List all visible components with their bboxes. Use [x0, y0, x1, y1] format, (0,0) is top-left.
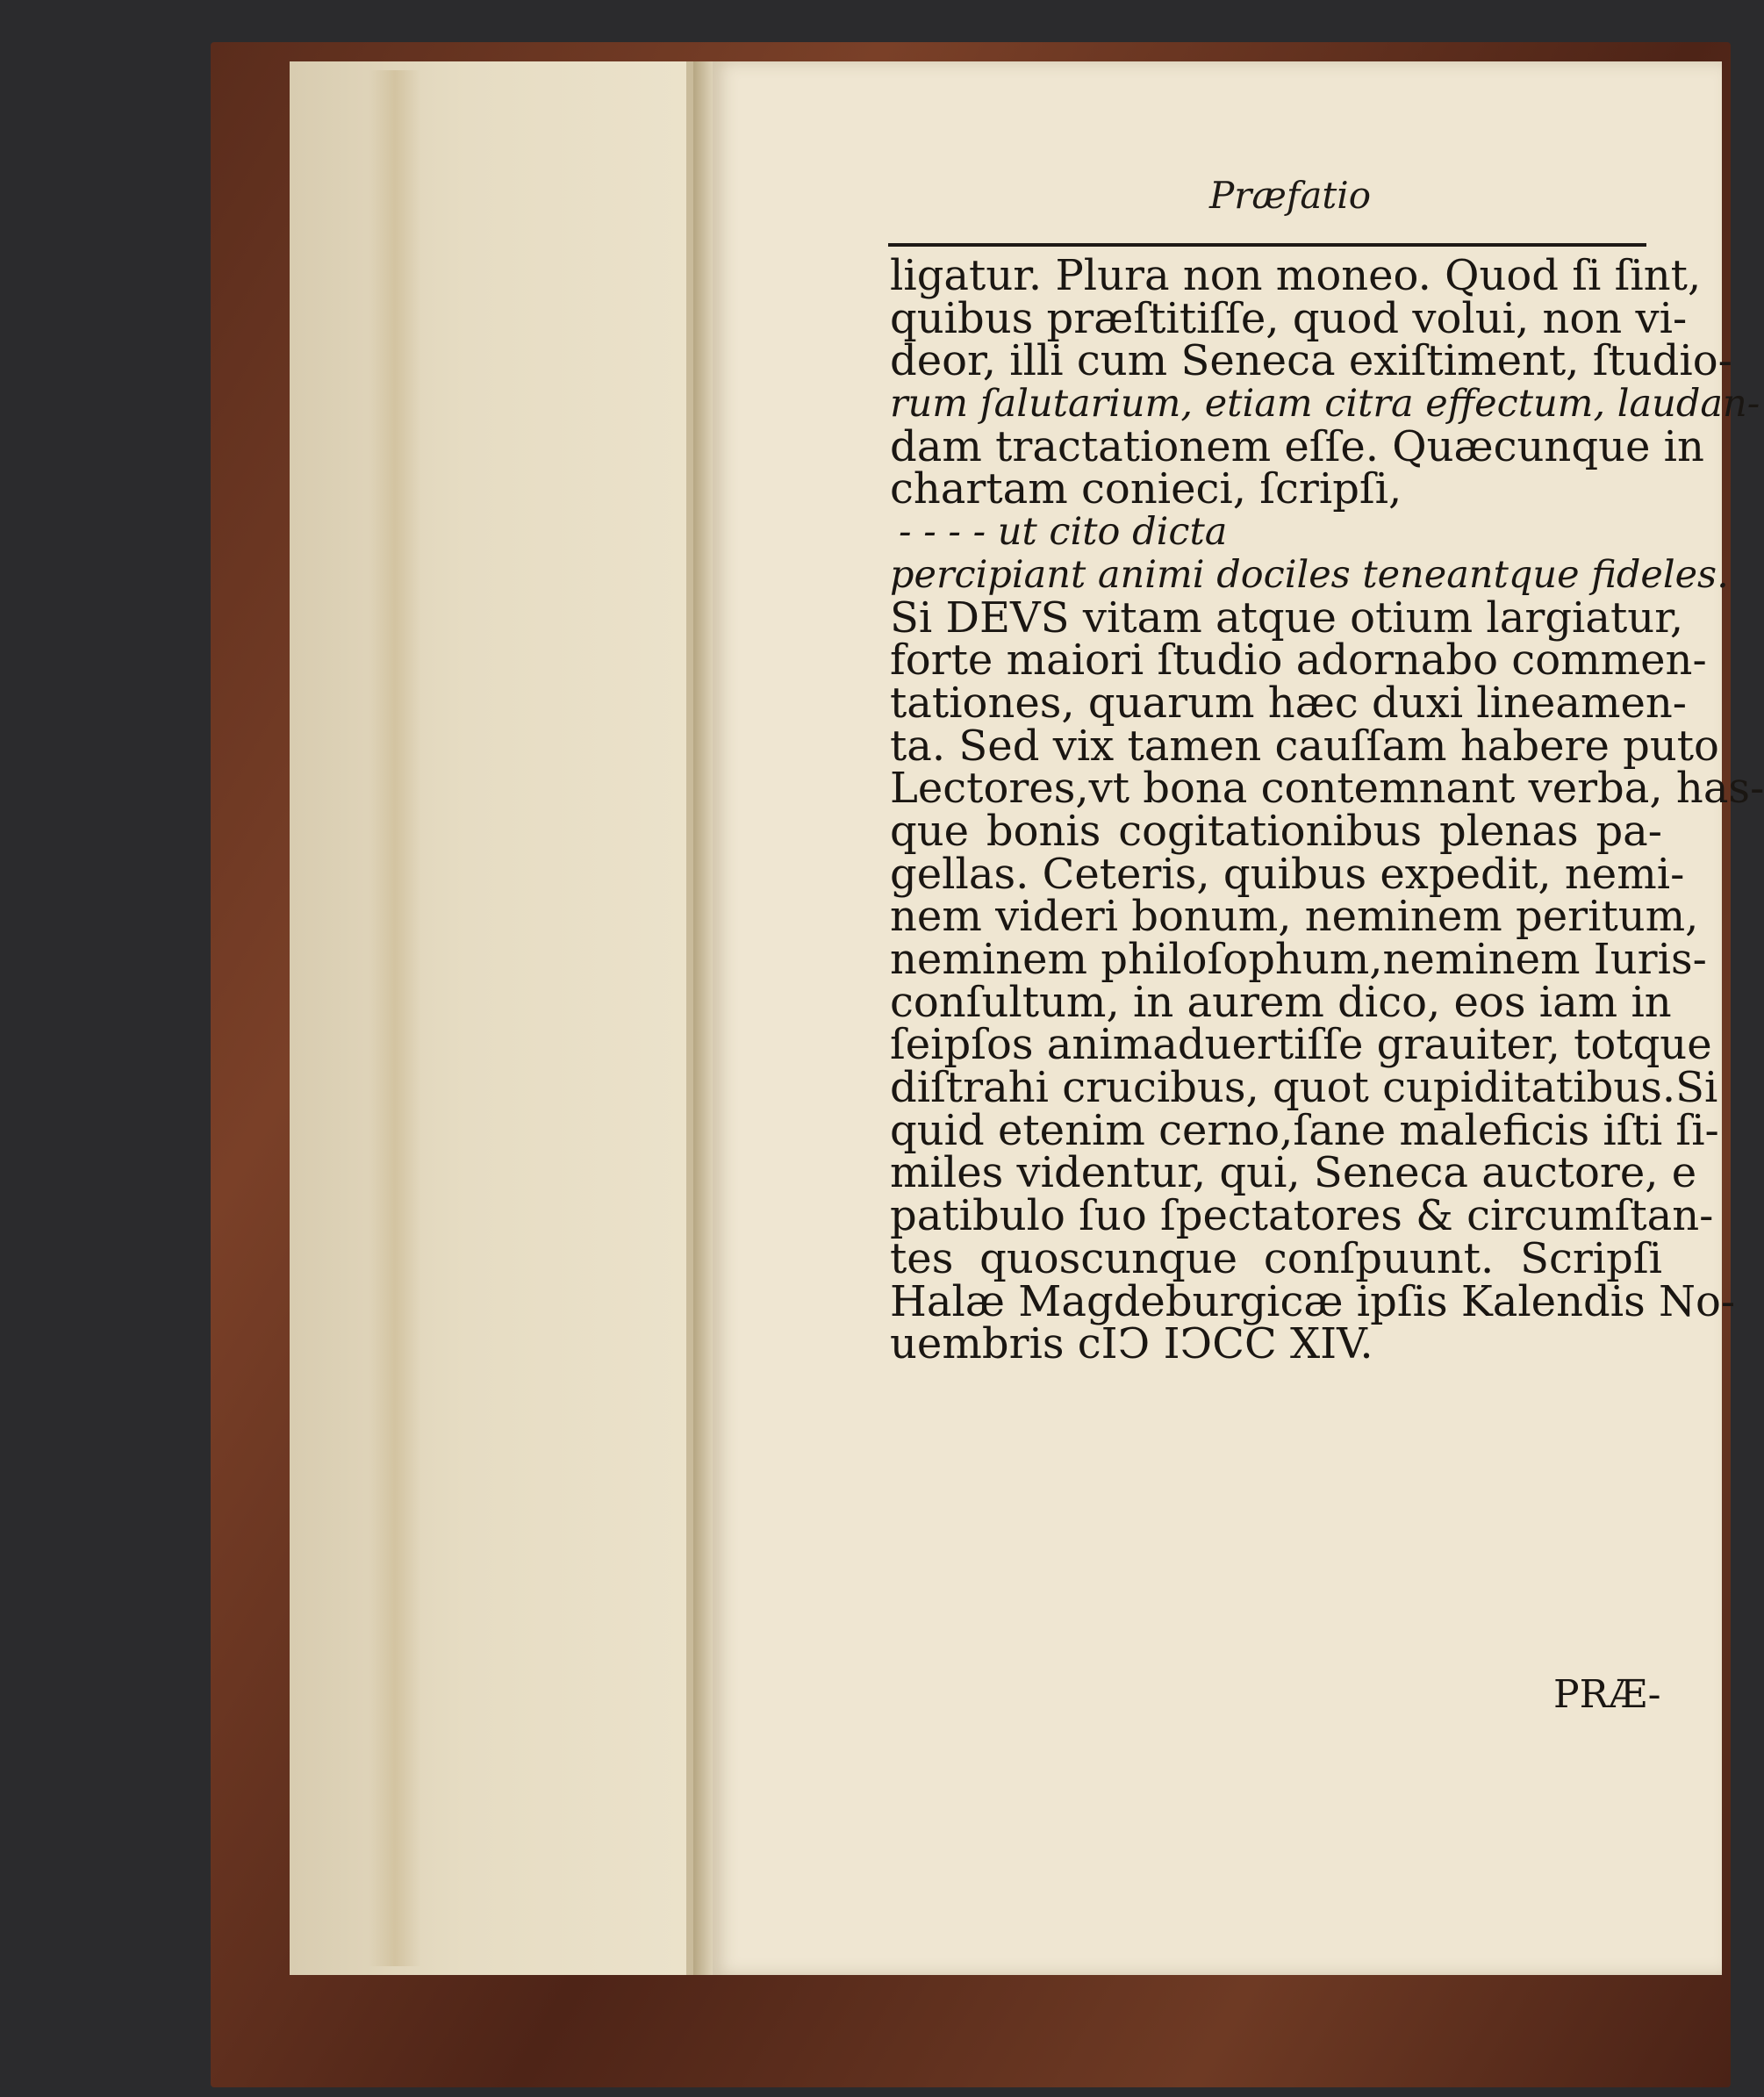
text-line: uembris cIↃ IↃCC XIV.	[890, 1319, 1373, 1369]
body-text	[890, 251, 1764, 1369]
text-line: quibus præſtitiſſe, quod volui, non vi-	[890, 293, 1688, 343]
text-line: chartam conieci, ſcripſi,	[890, 464, 1402, 514]
text-line: diſtrahi crucibus, quot cupiditatibus.Si	[890, 1063, 1718, 1113]
text-line: ta. Sed vix tamen cauſſam habere puto	[890, 721, 1719, 771]
text-line: tationes, quarum hæc duxi lineamen-	[890, 678, 1687, 728]
text-line: que bonis cogitationibus plenas pa-	[890, 806, 1662, 856]
text-line: Si DEVS vitam atque otium largiatur,	[890, 592, 1684, 643]
text-line: forte maiori ſtudio adornabo commen-	[890, 636, 1707, 686]
paper-stub	[686, 61, 693, 1975]
text-line: rum ſalutarium, etiam citra effectum, laudan-	[890, 382, 1760, 427]
catchword: PRÆ-	[1553, 1672, 1661, 1717]
text-line: Halæ Magdeburgicæ ipſis Kalendis No-	[890, 1276, 1736, 1326]
book-gutter	[693, 61, 713, 1975]
text-line: nem videri bonum, neminem peritum,	[890, 892, 1699, 942]
running-head: Præfatio	[1209, 174, 1371, 217]
header-rule	[888, 243, 1646, 247]
text-line: neminem philoſophum,neminem Iuris-	[890, 935, 1707, 984]
text-line: Lectores,vt bona contemnant verba, has-	[890, 764, 1764, 814]
text-line: tes quoscunque conſpuunt. Scripſi	[890, 1233, 1662, 1283]
blank-left-leaf	[290, 61, 730, 1975]
text-line: dam tractationem eſſe. Quæcunque in	[890, 421, 1704, 471]
text-line: conſultum, in aurem dico, eos iam in	[890, 977, 1672, 1027]
text-line: quid etenim cerno,ſane maleficis iſti ſi-	[890, 1105, 1719, 1155]
text-line: ſeipſos animaduertiſſe grauiter, totque	[890, 1020, 1712, 1070]
leaf-fold-shading	[369, 70, 421, 1966]
text-line: patibulo ſuo ſpectatores & circumſtan-	[890, 1191, 1714, 1241]
text-line: percipiant animi dociles teneantque fideles.	[890, 552, 1729, 597]
text-line: gellas. Ceteris, quibus expedit, nemi-	[890, 849, 1685, 899]
text-line: deor, illi cum Seneca exiſtiment, ſtudio-	[890, 336, 1732, 386]
text-line: miles videntur, qui, Seneca auctore, e	[890, 1148, 1697, 1198]
text-line: - - - - ut cito dicta	[899, 510, 1228, 555]
text-line: ligatur. Plura non moneo. Quod ſi ſint,	[890, 251, 1702, 300]
